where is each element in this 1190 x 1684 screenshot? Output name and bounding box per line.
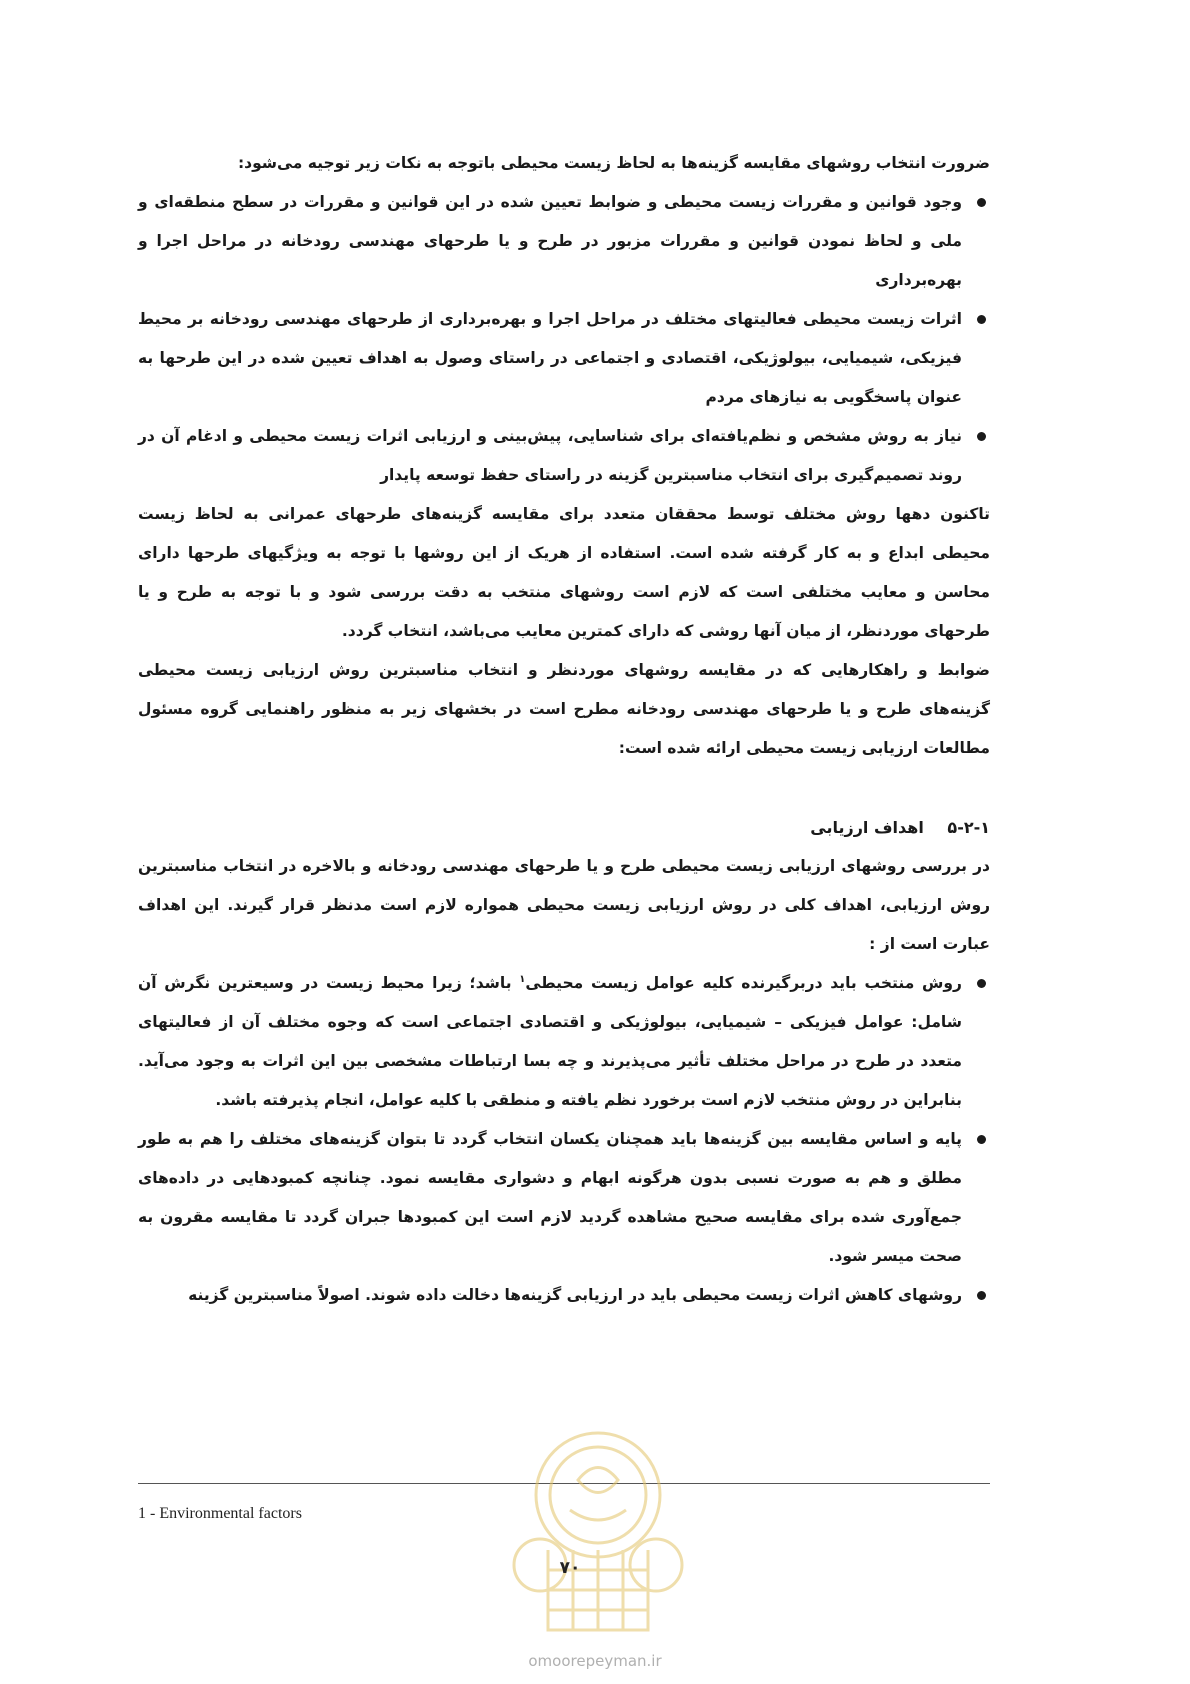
list-item — [138, 1276, 990, 1315]
list-item-text: وجود قوانین و مقررات زیست محیطی و ضوابط تعیین شده در این قوانین و مقررات در سطح منطقه‌ای و ملی و لحاظ نمودن قوانین و مقررات مزبور در طرح و یا طرحهای مهندسی رودخانه در مراحل اجرا و بهره‌برداری — [138, 193, 962, 289]
page-number: ۷۰ — [559, 1558, 581, 1578]
footnote: 1 - Environmental factors — [138, 1505, 302, 1522]
list-item-text: باشد؛ زیرا محیط زیست در وسیعترین نگرش آن شامل: عوامل فیزیکی – شیمیایی، بیولوژیکی و اقتصادی اجتماعی است که وجوه مختلف آن از فعالیتهای متعدد در طرح در مراحل مختلف تأثیر می‌پذیرند و چه بسا ارتباطات مشخصی بین این اثرات به وجود می‌آید. بنابراین در روش منتخب لازم است برخورد نظم یافته و منطقی با کلیه عوامل، انجام پذیرفته باشد. — [138, 974, 962, 1109]
bullet-icon — [977, 432, 986, 441]
watermark-url: omoorepeyman.ir — [528, 1652, 662, 1670]
methods-paragraph: تاکنون دهها روش مختلف توسط محققان متعدد برای مقایسه گزینه‌های طرحهای عمرانی به لحاظ زیست محیطی ابداع و به کار گرفته شده است. استفاده از هریک از این روشها با توجه به ویژگیهای طرحها دارای محاسن و معایب مختلفی است که لازم است روشهای منتخب به دقت بررسی شود و با توجه به طرح و یا طرحهای موردنظر، از میان آنها روشی که دارای کمترین معایب می‌باشد، انتخاب گردد. — [138, 505, 990, 640]
bullet-icon — [977, 979, 986, 988]
list-item-text: نیاز به روش مشخص و نظم‌یافته‌ای برای شناسایی، پیش‌بینی و ارزیابی اثرات زیست محیطی و ادغام آن در روند تصمیم‌گیری برای انتخاب مناسبترین گزینه در راستای حفظ توسعه پایدار — [138, 427, 962, 484]
list-item — [138, 964, 990, 1120]
list-item — [138, 300, 990, 417]
list-item-text: روشهای کاهش اثرات زیست محیطی باید در ارزیابی گزینه‌ها دخالت داده شوند. اصولاً مناسبترین گزینه — [188, 1286, 962, 1304]
section-title: اهداف ارزیابی — [810, 818, 924, 837]
section-spacer — [138, 768, 990, 808]
bullet-icon — [977, 198, 986, 207]
bullet-icon — [977, 315, 986, 324]
bullet-icon — [977, 1135, 986, 1144]
list-item — [138, 183, 990, 300]
main-text — [138, 144, 990, 1315]
list-item-text: روش منتخب باید دربرگیرنده کلیه عوامل زیست محیطی — [525, 974, 962, 992]
goals-list — [138, 964, 990, 1315]
list-item — [138, 417, 990, 495]
list-item-text: اثرات زیست محیطی فعالیتهای مختلف در مراحل اجرا و بهره‌برداری از طرحهای مهندسی رودخانه بر محیط فیزیکی، شیمیایی، بیولوژیکی، اقتصادی و اجتماعی در راستای وصول به اهداف تعیین شده در این طرحها به عنوان پاسخگویی به نیازهای مردم — [138, 310, 962, 406]
list-item — [138, 1120, 990, 1276]
goals-intro-paragraph: در بررسی روشهای ارزیابی زیست محیطی طرح و یا طرحهای مهندسی رودخانه و بالاخره در انتخاب مناسبترین روش ارزیابی، اهداف کلی در روش ارزیابی زیست محیطی همواره لازم است مدنظر قرار گیرند. این اهداف عبارت است از : — [138, 857, 990, 953]
reasons-list — [138, 183, 990, 495]
footnote-marker[interactable]: ۱ — [519, 973, 526, 985]
section-heading — [138, 808, 990, 847]
criteria-paragraph: ضوابط و راهکارهایی که در مقایسه روشهای موردنظر و انتخاب مناسبترین روش ارزیابی زیست محیطی گزینه‌های طرح و یا طرحهای مهندسی رودخانه مطرح است در بخشهای زیر به منظور راهنمایی گروه مسئول مطالعات ارزیابی زیست محیطی ارائه شده است: — [138, 661, 990, 757]
watermark-seal-icon — [478, 1400, 718, 1650]
bullet-icon — [977, 1291, 986, 1300]
section-number: ۵-۲-۱ — [947, 818, 990, 837]
intro-paragraph: ضرورت انتخاب روشهای مقایسه گزینه‌ها به لحاظ زیست محیطی باتوجه به نکات زیر توجیه می‌شود: — [237, 154, 990, 172]
list-item-text: پایه و اساس مقایسه بین گزینه‌ها باید همچنان یکسان انتخاب گردد تا بتوان گزینه‌های مختلف را هم به طور مطلق و هم به صورت نسبی بدون هرگونه ابهام و دشواری مقایسه نمود. چنانچه کمبودهایی در داده‌های جمع‌آوری شده برای مقایسه صحیح مشاهده گردید لازم است این کمبودها جبران گردد تا مقایسه مقرون به صحت میسر شود. — [138, 1130, 962, 1265]
